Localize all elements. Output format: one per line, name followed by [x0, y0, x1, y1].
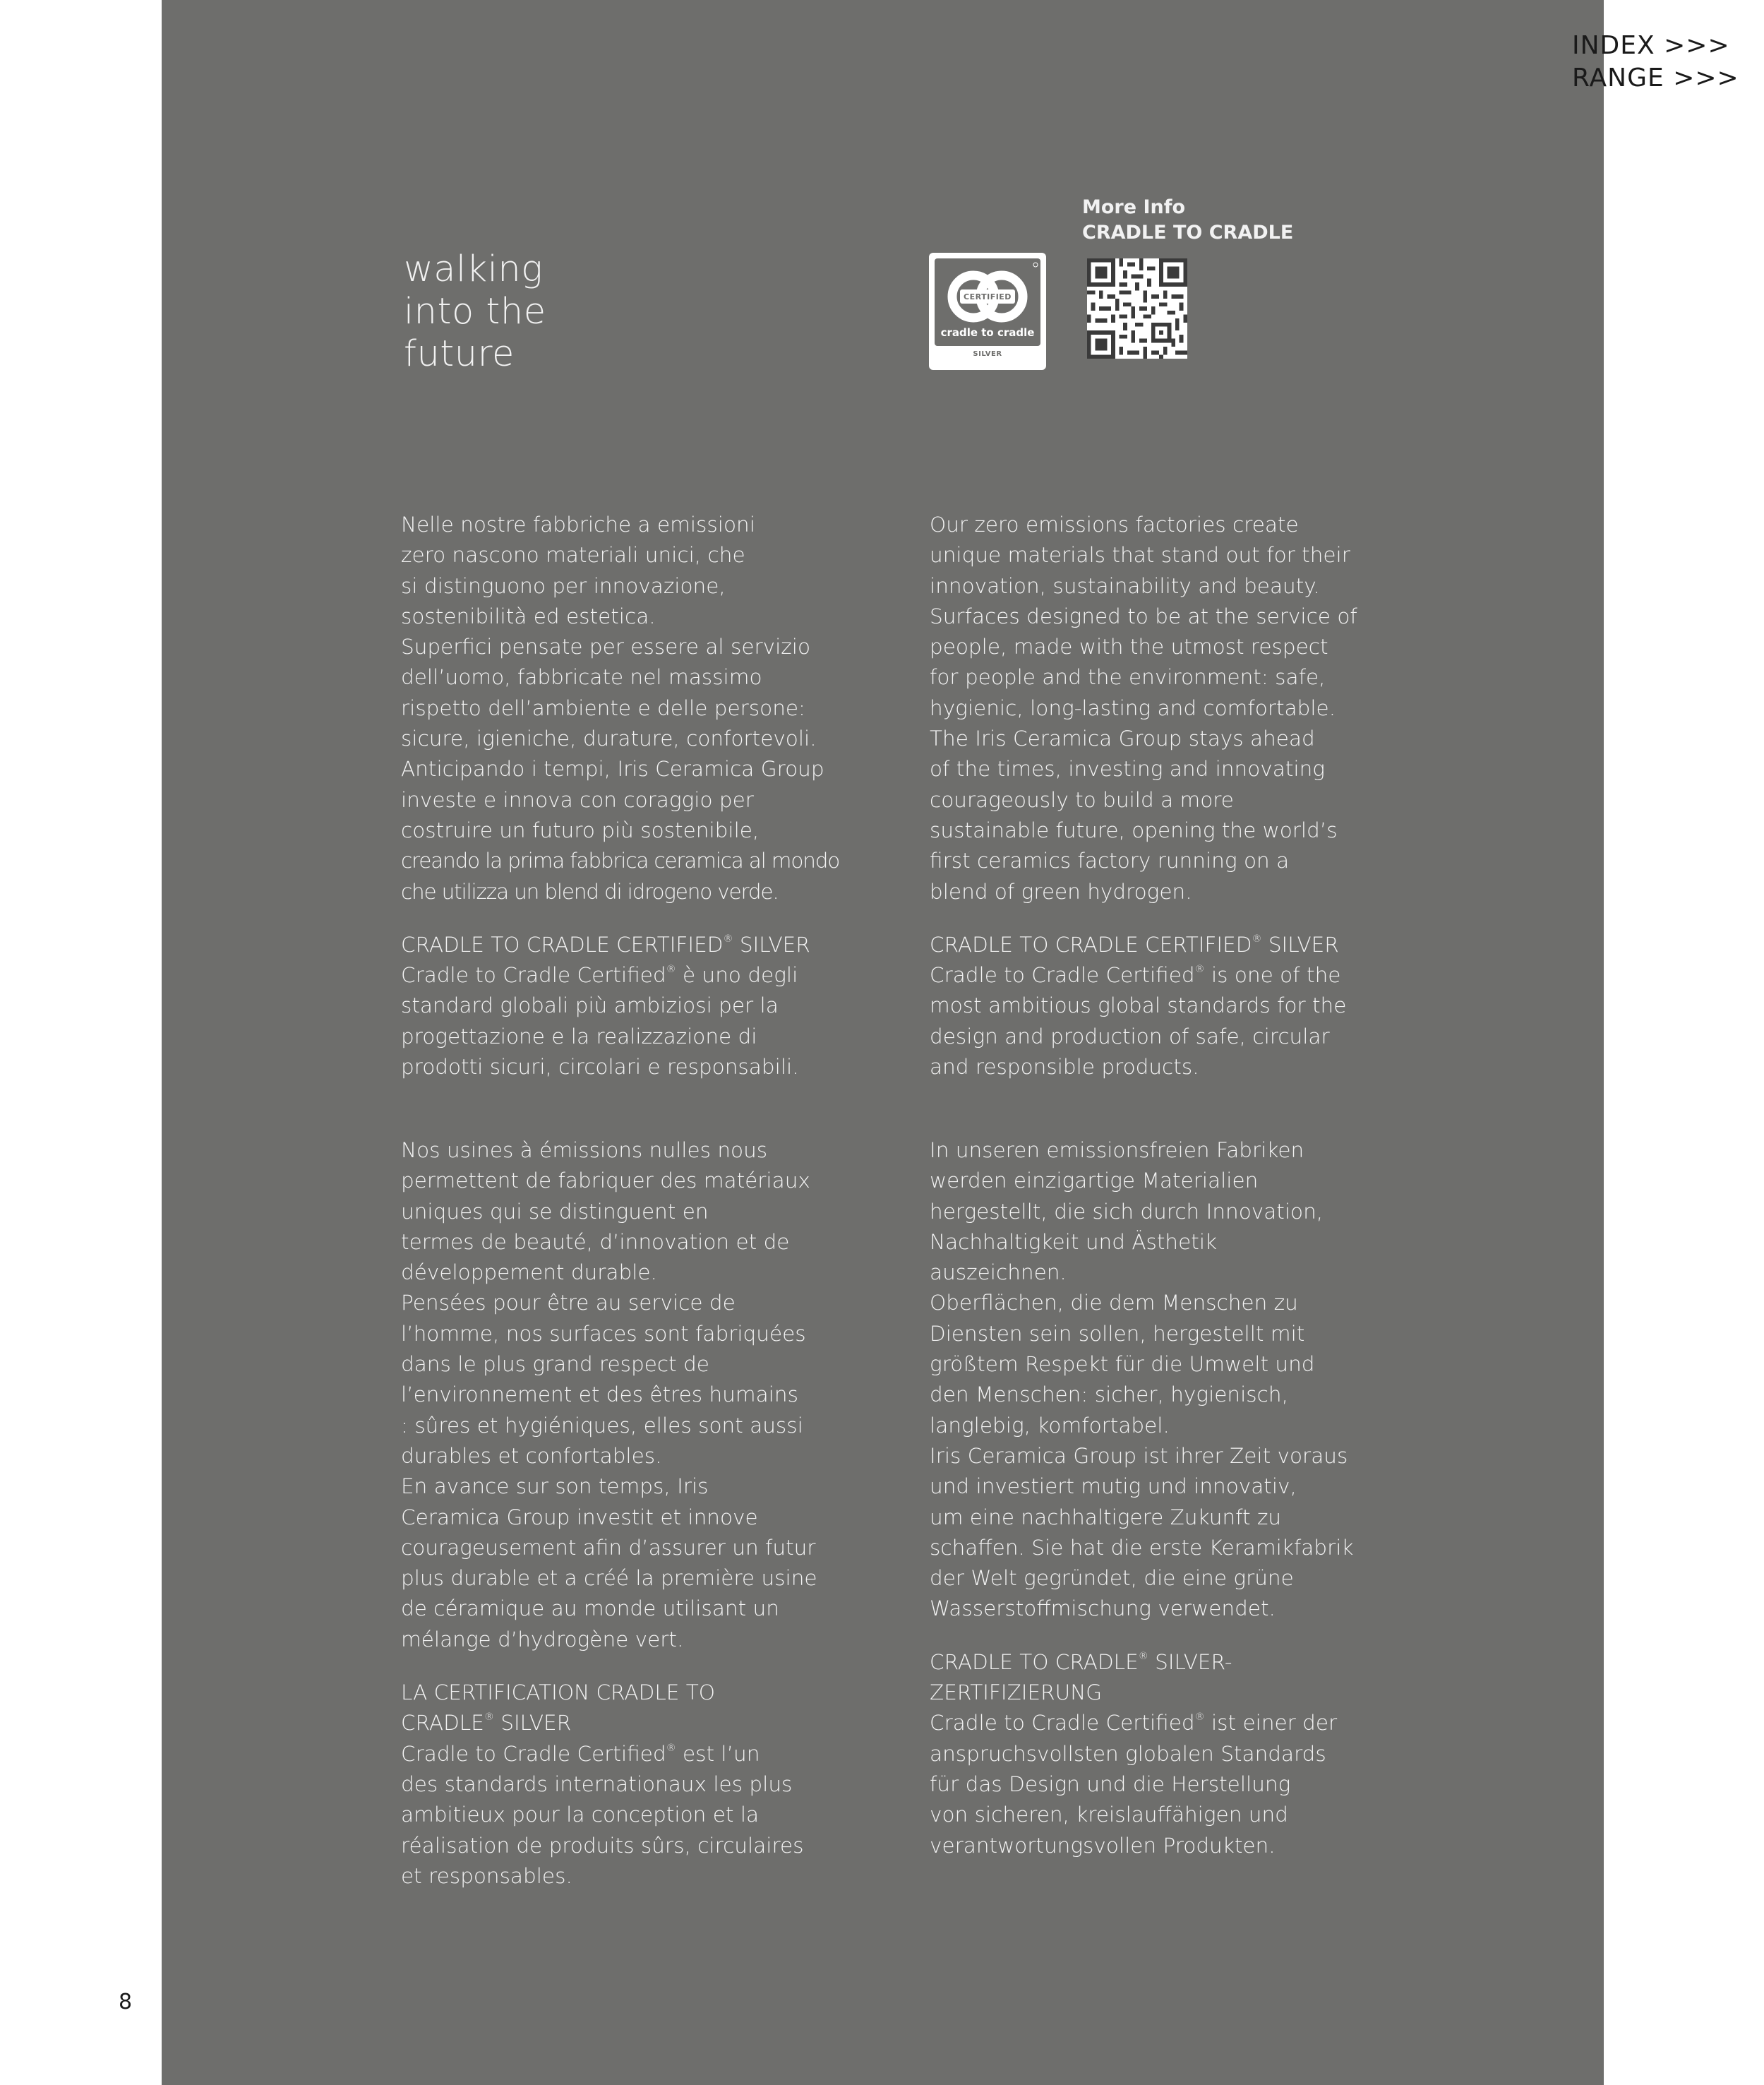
english-text-block [930, 510, 1357, 1082]
badge-level-label: SILVER [973, 350, 1002, 358]
text-line: design and production of safe, circular [930, 1024, 1330, 1049]
text-line: Superfici pensate per essere al servizio [401, 635, 811, 659]
text-line: et responsables. [401, 1863, 572, 1888]
text-line: permettent de fabriquer des matériaux [401, 1169, 810, 1193]
text-line: anspruchsvollsten globalen Standards [930, 1741, 1326, 1766]
text-line: und investiert mutig und innovativ, [930, 1474, 1297, 1499]
text-line: The Iris Ceramica Group stays ahead [930, 727, 1315, 751]
badge-certified-label: CERTIFIED [964, 292, 1012, 301]
text-line: verantwortungsvollen Produkten. [930, 1833, 1276, 1858]
text-line: hygienic, long-lasting and comfortable. [930, 695, 1336, 720]
text-line: rispetto dell’ambiente e delle persone: [401, 695, 805, 720]
paragraph-gap [401, 907, 839, 930]
more-info [1082, 195, 1293, 246]
text-line: langlebig, komfortabel. [930, 1413, 1170, 1438]
text-line: um eine nachhaltigere Zukunft zu [930, 1505, 1282, 1529]
text-line: durables et confortables. [401, 1443, 662, 1468]
text-line: Nelle nostre fabbriche a emissioni [401, 513, 755, 537]
text-line: den Menschen: sicher, hygienisch, [930, 1382, 1288, 1407]
cert-heading: CRADLE TO CRADLE CERTIFIED® SILVER [930, 932, 1339, 957]
text-line: dell’uomo, fabbricate nel massimo [401, 665, 762, 690]
text-line: : sûres et hygiéniques, elles sont aussi [401, 1413, 803, 1438]
title-line: future [404, 333, 515, 375]
text-line: l’environnement et des êtres humains [401, 1382, 798, 1407]
german-text-block [930, 1135, 1354, 1861]
text-line: dans le plus grand respect de [401, 1352, 709, 1377]
index-link[interactable]: INDEX >>> [1572, 31, 1730, 60]
text-line: sicure, igieniche, durature, confortevoli. [401, 727, 817, 751]
cert-heading: CRADLE TO CRADLE® SILVER- [930, 1649, 1232, 1674]
text-line: Cradle to Cradle Certified® est l’un [401, 1741, 760, 1766]
text-line: che utilizza un blend di idrogeno verde. [401, 879, 779, 904]
text-line: first ceramics factory running on a [930, 849, 1290, 873]
text-line: most ambitious global standards for the [930, 993, 1347, 1018]
text-line: plus durable et a créé la première usine [401, 1566, 817, 1591]
text-line: standard globali più ambiziosi per la [401, 993, 779, 1018]
text-line: people, made with the utmost respect [930, 635, 1328, 659]
text-line: zero nascono materiali unici, che [401, 543, 745, 568]
text-line: réalisation de produits sûrs, circulaires [401, 1833, 804, 1858]
text-line: schaffen. Sie hat die erste Keramikfabrik [930, 1535, 1354, 1560]
qr-code[interactable] [1087, 258, 1187, 359]
text-line: Cradle to Cradle Certified® è uno degli [401, 963, 798, 988]
paragraph-gap [930, 1625, 1354, 1647]
text-line: investe e innova con coraggio per [401, 787, 754, 812]
text-line: ambitieux pour la conception et la [401, 1803, 760, 1827]
text-line: Surfaces designed to be at the service of [930, 604, 1357, 628]
text-line: Wasserstoffmischung verwendet. [930, 1596, 1276, 1621]
text-line: prodotti sicuri, circolari e responsabili. [401, 1055, 799, 1080]
title-line: walking [404, 249, 544, 290]
text-line: Cradle to Cradle Certified® ist einer der [930, 1711, 1338, 1735]
text-line: von sicheren, kreislauffähigen und [930, 1803, 1288, 1827]
text-line: für das Design und die Herstellung [930, 1772, 1291, 1796]
text-line: and responsible products. [930, 1055, 1199, 1080]
text-line: werden einzigartige Materialien [930, 1169, 1259, 1193]
qr-code-icon [1087, 258, 1187, 359]
text-line: uniques qui se distinguent en [401, 1199, 709, 1224]
text-line: costruire un futuro più sostenibile, [401, 818, 760, 842]
text-line: sostenibilità ed estetica. [401, 604, 656, 628]
text-line: sustainable future, opening the world’s [930, 818, 1338, 842]
paragraph-gap [401, 1655, 817, 1678]
cert-heading: LA CERTIFICATION CRADLE TO [401, 1680, 716, 1705]
text-line: Ceramica Group investit et innove [401, 1505, 758, 1529]
text-line: hergestellt, die sich durch Innovation, [930, 1199, 1324, 1224]
text-line: creando la prima fabbrica ceramica al mondo [401, 849, 840, 873]
badge-emblem [935, 258, 1040, 346]
text-line: mélange d’hydrogène vert. [401, 1627, 684, 1651]
cert-heading: ZERTIFIZIERUNG [930, 1680, 1103, 1705]
range-link[interactable]: RANGE >>> [1572, 64, 1739, 92]
top-navigation [1572, 30, 1739, 95]
badge-brand-label: cradle to cradle [940, 326, 1035, 339]
more-info-subtitle: CRADLE TO CRADLE [1082, 222, 1294, 244]
text-line: der Welt gegründet, die eine grüne [930, 1566, 1294, 1591]
text-line: blend of green hydrogen. [930, 879, 1192, 904]
italian-text-block [401, 510, 839, 1082]
french-text-block [401, 1135, 817, 1892]
text-line: Anticipando i tempi, Iris Ceramica Group [401, 757, 824, 782]
title-line: into the [404, 291, 546, 333]
text-line: de céramique au monde utilisant un [401, 1596, 779, 1621]
text-line: Nos usines à émissions nulles nous [401, 1138, 768, 1162]
text-line: des standards internationaux les plus [401, 1772, 793, 1796]
text-line: Oberflächen, die dem Menschen zu [930, 1291, 1298, 1315]
cert-heading: CRADLE® SILVER [401, 1711, 572, 1735]
text-line: si distinguono per innovazione, [401, 573, 726, 598]
text-line: unique materials that stand out for their [930, 543, 1350, 568]
text-line: En avance sur son temps, Iris [401, 1474, 709, 1499]
text-line: innovation, sustainability and beauty. [930, 573, 1320, 598]
text-line: Our zero emissions factories create [930, 513, 1299, 537]
text-line: Cradle to Cradle Certified® is one of the [930, 963, 1341, 988]
text-line: größtem Respekt für die Umwelt und [930, 1352, 1315, 1377]
cradle-to-cradle-badge [929, 253, 1046, 370]
text-line: for people and the environment: safe, [930, 665, 1326, 690]
text-line: termes de beauté, d’innovation et de [401, 1229, 790, 1254]
text-line: auszeichnen. [930, 1260, 1067, 1285]
text-line: l’homme, nos surfaces sont fabriquées [401, 1321, 806, 1346]
text-line: Pensées pour être au service de [401, 1291, 736, 1315]
content-panel [162, 0, 1604, 2085]
more-info-title: More Info [1082, 196, 1186, 218]
page-title [404, 249, 546, 376]
text-line: courageously to build a more [930, 787, 1234, 812]
text-line: progettazione e la realizzazione di [401, 1024, 757, 1049]
text-line: courageusement afin d’assurer un futur [401, 1535, 816, 1560]
text-line: Nachhaltigkeit und Ästhetik [930, 1229, 1218, 1254]
text-line: Diensten sein sollen, hergestellt mit [930, 1321, 1305, 1346]
paragraph-gap [930, 907, 1357, 930]
text-line: développement durable. [401, 1260, 657, 1285]
cert-heading: CRADLE TO CRADLE CERTIFIED® SILVER [401, 932, 810, 957]
text-line: Iris Ceramica Group ist ihrer Zeit voraus [930, 1443, 1348, 1468]
text-line: of the times, investing and innovating [930, 757, 1325, 782]
page-number: 8 [119, 1990, 133, 2014]
text-line: In unseren emissionsfreien Fabriken [930, 1138, 1304, 1162]
